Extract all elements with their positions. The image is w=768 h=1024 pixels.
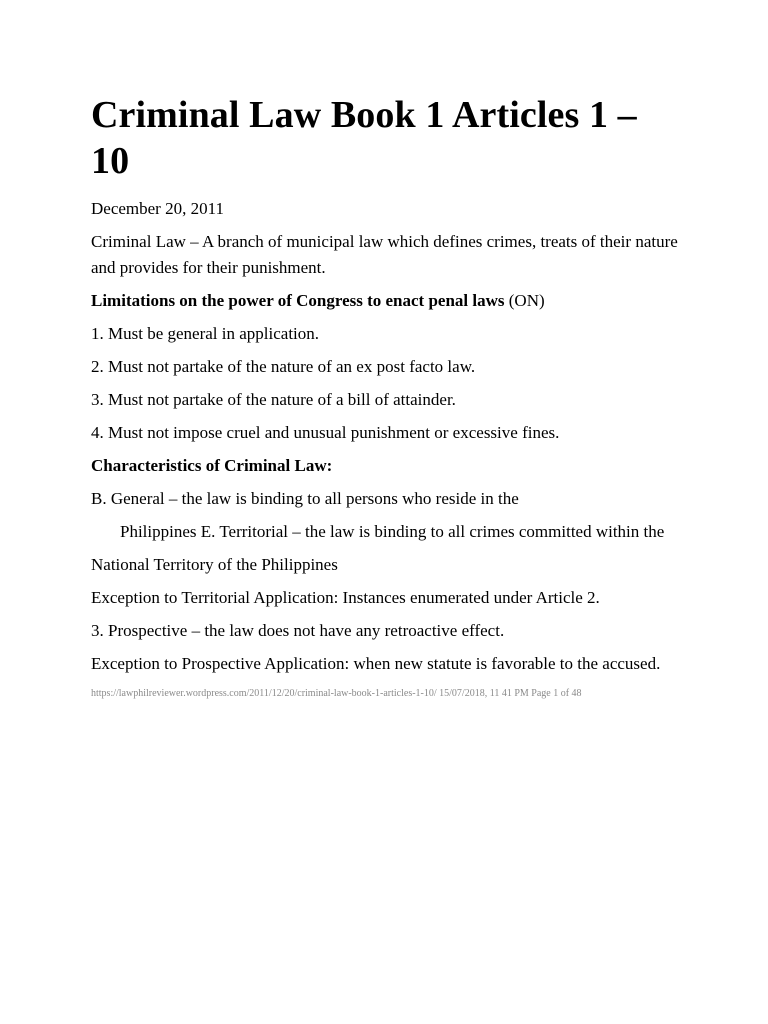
limitation-item-4: 4. Must not impose cruel and unusual punishment or excessive fines. xyxy=(91,423,560,442)
page-footer-source: https://lawphilreviewer.wordpress.com/2011/12/20/criminal-law-book-1-articles-1-10/ 15/07/2018, 11 41 PM Page 1 of 48 xyxy=(91,688,582,699)
prospective-exception: Exception to Prospective Application: when new statute is favorable to the accused. xyxy=(91,654,661,673)
characteristic-general: B. General – the law is binding to all persons who reside in the xyxy=(91,489,519,508)
limitations-heading-bold: Limitations on the power of Congress to enact penal laws xyxy=(91,291,505,310)
characteristic-prospective: 3. Prospective – the law does not have any retroactive effect. xyxy=(91,621,505,640)
limitation-item-2: 2. Must not partake of the nature of an ex post facto law. xyxy=(91,357,476,376)
characteristics-heading xyxy=(91,453,678,479)
limitation-item-3: 3. Must not partake of the nature of a bill of attainder. xyxy=(91,390,456,409)
document-title: Criminal Law Book 1 Articles 1 – 10 xyxy=(91,94,637,182)
limitation-item-1: 1. Must be general in application. xyxy=(91,324,320,343)
national-territory-line: National Territory of the Philippines xyxy=(91,555,338,574)
characteristic-territorial: Philippines E. Territorial – the law is binding to all crimes committed within the xyxy=(120,522,665,541)
limitations-heading xyxy=(91,288,678,314)
territorial-exception: Exception to Territorial Application: Instances enumerated under Article 2. xyxy=(91,588,600,607)
criminal-law-definition: Criminal Law – A branch of municipal law which defines crimes, treats of their nature and provides for their punishment. xyxy=(91,232,678,277)
limitations-heading-suffix: (ON) xyxy=(504,291,545,310)
post-date: December 20, 2011 xyxy=(91,199,224,218)
characteristics-heading-bold: Characteristics of Criminal Law: xyxy=(91,456,333,475)
